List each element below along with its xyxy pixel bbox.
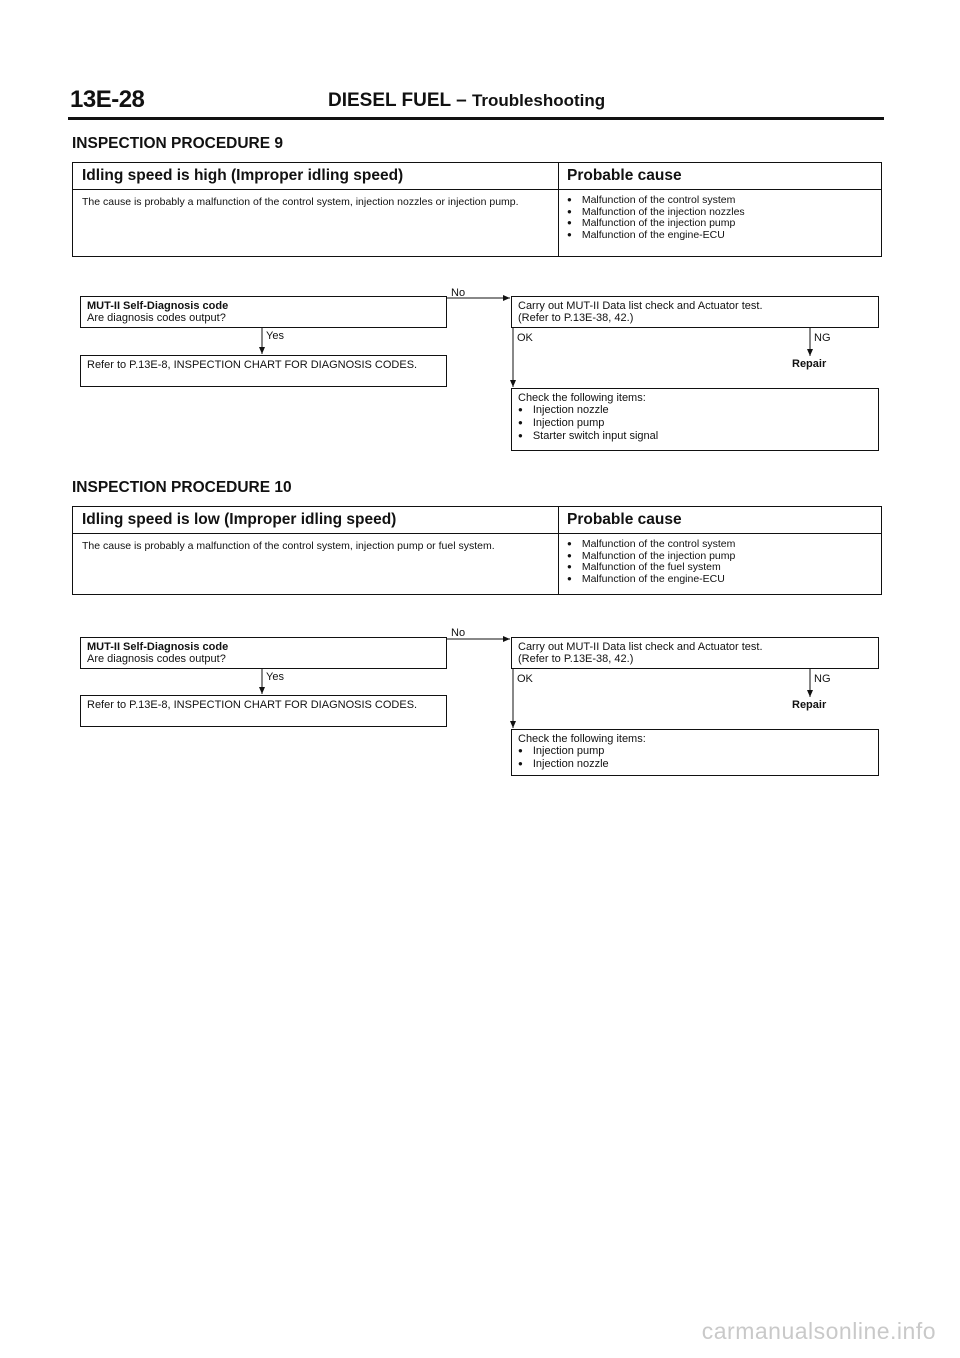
procedure-heading: INSPECTION PROCEDURE 10 [72,479,292,496]
list-item: ● Malfunction of the injection nozzles [567,207,745,219]
list-item: ● Injection pump [518,745,872,758]
repair-label: Repair [792,358,827,370]
list-item: ● Malfunction of the injection pump [567,551,735,563]
page-number: 13E-28 [70,86,145,113]
repair-label: Repair [792,699,827,711]
check-items-title: Check the following items: [518,733,646,745]
data-list-check-ref: (Refer to P.13E-38, 42.) [518,312,634,324]
list-item: ● Starter switch input signal [518,430,872,443]
list-item: ● Injection nozzle [518,758,872,771]
list-item: ● Malfunction of the control system [567,539,735,551]
diagnosis-code-title: MUT-II Self-Diagnosis code [87,300,229,312]
list-item: ● Injection nozzle [518,404,872,417]
ok-branch-label: OK [517,673,533,685]
probable-cause-header: Probable cause [567,511,682,528]
no-branch-label: No [451,287,466,299]
data-list-check-text: Carry out MUT-II Data list check and Actuator test. [518,300,763,312]
watermark: carmanualsonline.info [701,1318,936,1344]
ok-branch-label: OK [517,332,533,344]
symptom-title: Idling speed is low (Improper idling speed) [82,511,397,528]
refer-chart-text: Refer to P.13E-8, INSPECTION CHART FOR DIAGNOSIS CODES. [87,359,418,371]
probable-cause-header: Probable cause [567,167,682,184]
list-item: ● Injection pump [518,417,872,430]
data-list-check-ref: (Refer to P.13E-38, 42.) [518,653,634,665]
cause-description: The cause is probably a malfunction of the control system, injection nozzles or injection pump. [82,196,519,208]
list-item: ● Malfunction of the injection pump [567,218,745,230]
diagnosis-code-title: MUT-II Self-Diagnosis code [87,641,229,653]
title-dash: – [456,90,467,111]
symptom-title: Idling speed is high (Improper idling speed) [82,167,404,184]
ng-branch-label: NG [814,673,831,685]
refer-chart-text: Refer to P.13E-8, INSPECTION CHART FOR DIAGNOSIS CODES. [87,699,418,711]
no-branch-label: No [451,627,466,639]
yes-branch-label: Yes [266,671,284,683]
list-item: ● Malfunction of the fuel system [567,562,735,574]
section-title: DIESEL FUEL [328,90,451,111]
list-item: ● Malfunction of the engine-ECU [567,574,735,586]
diagnosis-question: Are diagnosis codes output? [87,312,226,324]
procedure-heading: INSPECTION PROCEDURE 9 [72,135,284,152]
list-item: ● Malfunction of the engine-ECU [567,230,745,242]
yes-branch-label: Yes [266,330,284,342]
diagnosis-question: Are diagnosis codes output? [87,653,226,665]
ng-branch-label: NG [814,332,831,344]
list-item: ● Malfunction of the control system [567,195,745,207]
cause-description: The cause is probably a malfunction of the control system, injection pump or fuel system. [82,540,495,552]
data-list-check-text: Carry out MUT-II Data list check and Actuator test. [518,641,763,653]
check-items-title: Check the following items: [518,392,646,404]
subsection-title: Troubleshooting [471,91,606,110]
